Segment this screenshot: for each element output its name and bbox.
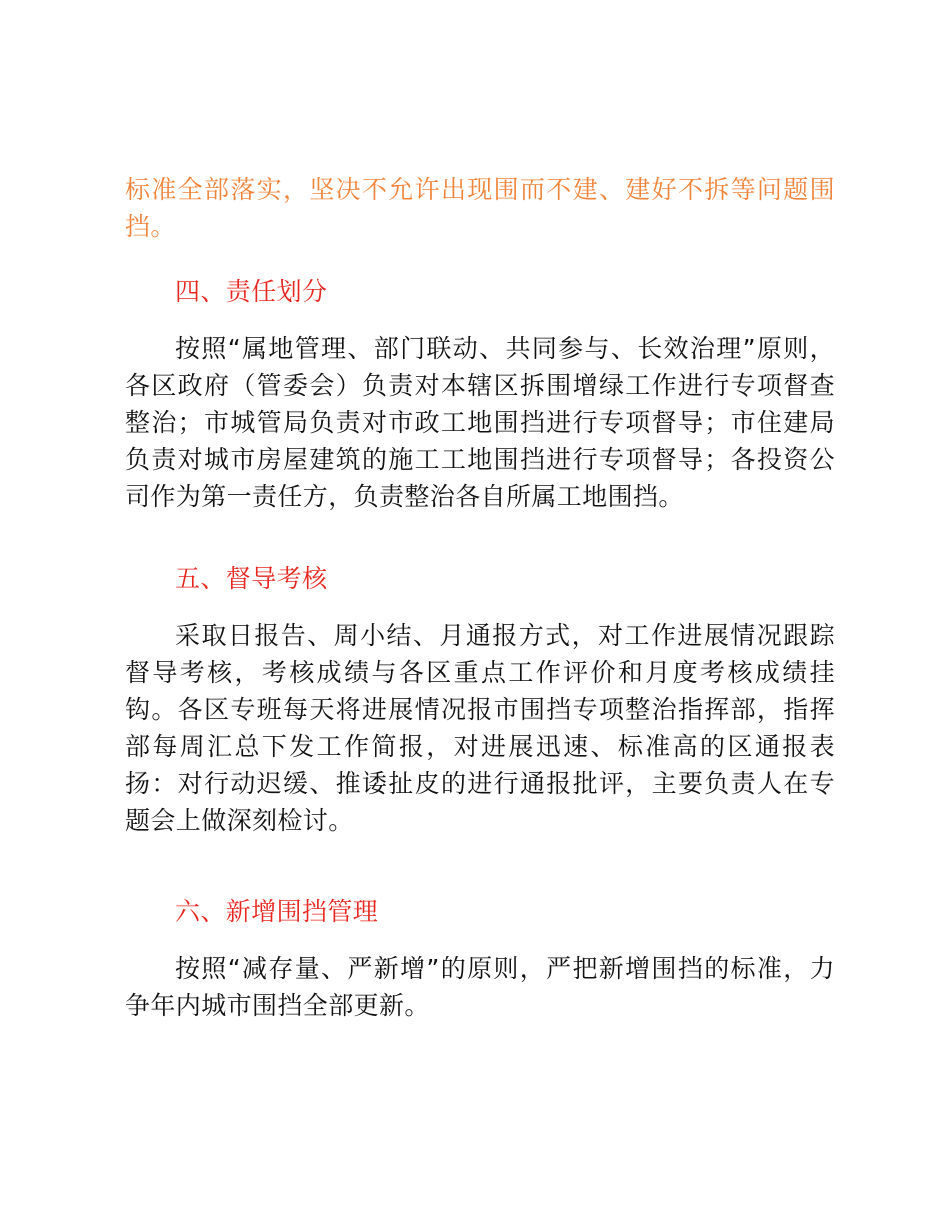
section-5-heading: 五、督导考核: [175, 564, 328, 593]
section-4-paragraph: 按照“属地管理、部门联动、共同参与、长效治理”原则，各区政府（管委会）负责对本辖区拆围增绿工作进行专项督查整治；市城管局负责对市政工地围挡进行专项督导；市住建局负责对城市房屋建筑的施工工地围挡进行专项督导；各投资公司作为第一责任方，负责整治各自所属工地围挡。: [125, 334, 835, 511]
section-6-paragraph: 按照“减存量、严新增”的原则，严把新增围挡的标准，力争年内城市围挡全部更新。: [125, 954, 835, 1020]
section-4-heading: 四、责任划分: [175, 277, 328, 306]
intro-paragraph: 标准全部落实，坚决不允许出现围而不建、建好不拆等问题围挡。: [125, 175, 835, 241]
section-5-paragraph: 采取日报告、周小结、月通报方式，对工作进展情况跟踪督导考核，考核成绩与各区重点工作评价和月度考核成绩挂钩。各区专班每天将进展情况报市围挡专项整治指挥部，指挥部每周汇总下发工作简报，对进展迅速、标准高的区通报表扬：对行动迟缓、推诿扯皮的进行通报批评，主要负责人在专题会上做深刻检讨。: [125, 621, 835, 835]
section-6-heading: 六、新增围挡管理: [175, 897, 379, 926]
